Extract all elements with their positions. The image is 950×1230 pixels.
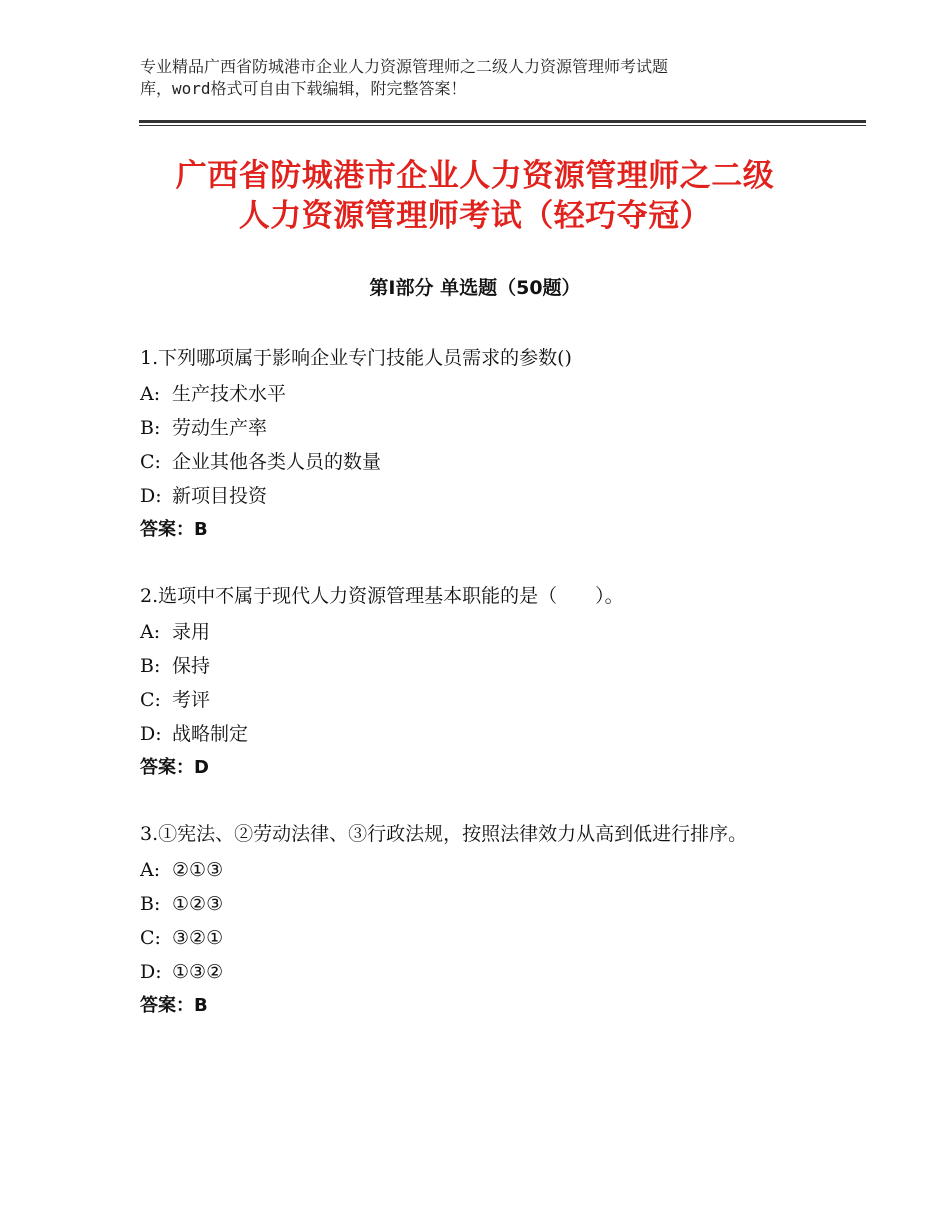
option-a	[140, 615, 810, 649]
option-letter: B:	[140, 893, 161, 915]
option-letter: C:	[140, 689, 161, 711]
option-letter: A:	[140, 859, 161, 881]
option-text: ①②③	[172, 893, 224, 915]
question-stem: 2.选项中不属于现代人力资源管理基本职能的是（ ）。	[140, 585, 624, 607]
option-b	[140, 649, 810, 683]
question-stem: 1.下列哪项属于影响企业专门技能人员需求的参数()	[140, 347, 572, 369]
document-title	[120, 156, 830, 236]
document-title-line-2: 人力资源管理师考试（轻巧夺冠）	[238, 198, 712, 234]
option-text: 录用	[172, 621, 211, 643]
question-1	[140, 343, 810, 547]
option-d	[140, 479, 810, 513]
header-divider-thin	[139, 125, 866, 126]
option-a	[140, 853, 810, 887]
option-c	[140, 445, 810, 479]
option-b	[140, 887, 810, 921]
header-note-line-1: 专业精品广西省防城港市企业人力资源管理师之二级人力资源管理师考试题	[140, 57, 669, 76]
option-b	[140, 411, 810, 445]
answer-line: 答案：B	[140, 519, 208, 540]
option-d	[140, 717, 810, 751]
option-text: ②①③	[172, 859, 224, 881]
option-text: 考评	[172, 689, 211, 711]
header-note-line-2: 库，word格式可自由下载编辑，附完整答案！	[140, 79, 467, 98]
question-2	[140, 581, 810, 785]
option-text: 保持	[172, 655, 211, 677]
option-c	[140, 921, 810, 955]
option-letter: A:	[140, 621, 161, 643]
header-divider-thick	[139, 120, 866, 123]
option-letter: D:	[140, 961, 162, 983]
document-title-line-1: 广西省防城港市企业人力资源管理师之二级	[175, 158, 775, 194]
option-letter: C:	[140, 451, 161, 473]
option-letter: B:	[140, 417, 161, 439]
header-note	[140, 56, 840, 100]
question-3	[140, 819, 810, 1023]
section-heading: 第Ⅰ部分 单选题（50题）	[369, 277, 581, 299]
option-text: 生产技术水平	[172, 383, 287, 405]
option-c	[140, 683, 810, 717]
option-letter: A:	[140, 383, 161, 405]
option-text: ①③②	[172, 961, 224, 983]
option-letter: C:	[140, 927, 161, 949]
option-d	[140, 955, 810, 989]
option-letter: B:	[140, 655, 161, 677]
option-text: 战略制定	[172, 723, 249, 745]
option-text: ③②①	[172, 927, 224, 949]
option-letter: D:	[140, 485, 162, 507]
option-letter: D:	[140, 723, 162, 745]
option-text: 新项目投资	[172, 485, 268, 507]
answer-line: 答案：D	[140, 757, 209, 778]
option-a	[140, 377, 810, 411]
option-text: 企业其他各类人员的数量	[172, 451, 382, 473]
question-stem: 3.①宪法、②劳动法律、③行政法规，按照法律效力从高到低进行排序。	[140, 823, 748, 845]
answer-line: 答案：B	[140, 995, 208, 1016]
option-text: 劳动生产率	[172, 417, 268, 439]
